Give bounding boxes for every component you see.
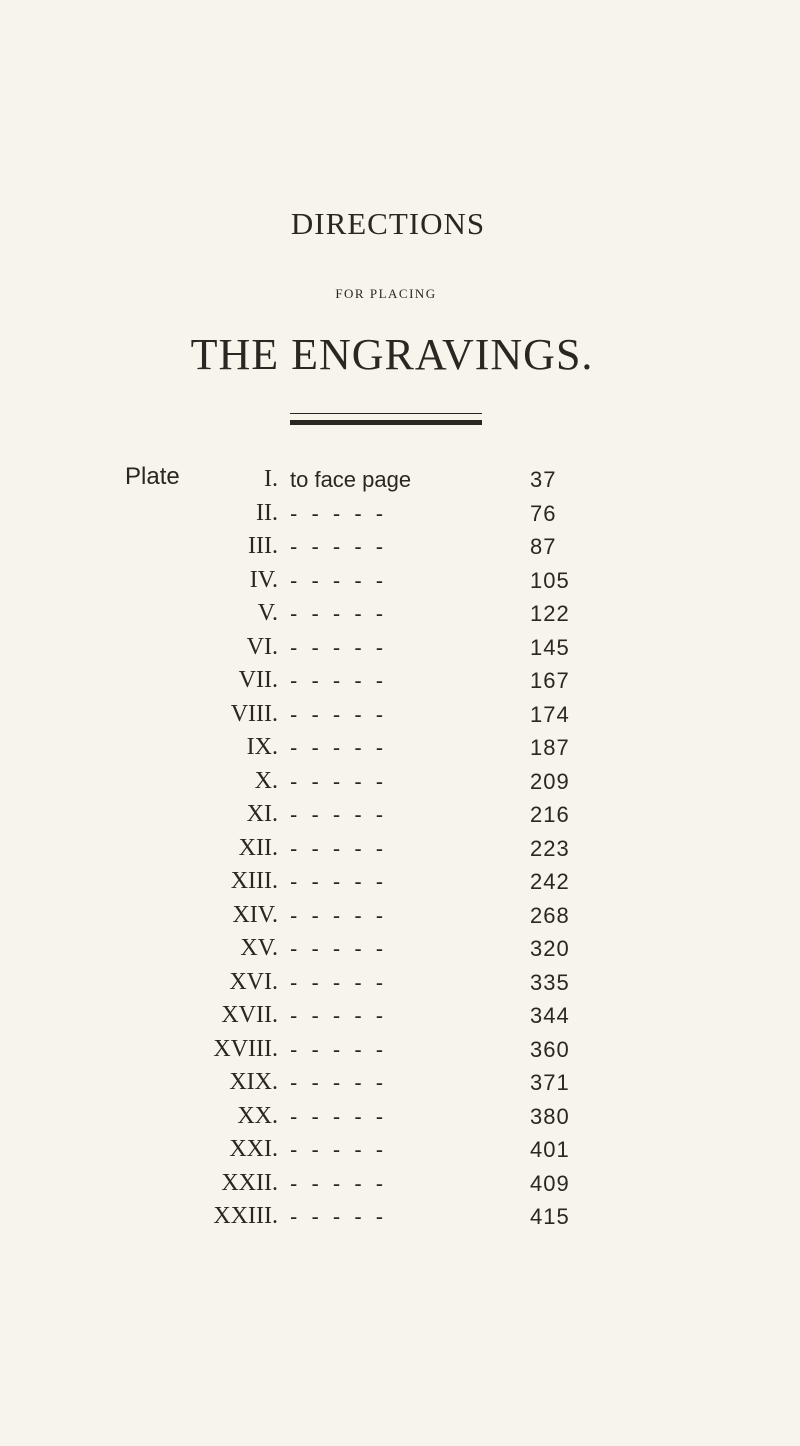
plate-numeral: XXIII. [213,1203,278,1229]
plate-numeral: VII. [238,667,278,693]
plate-numeral: XV. [240,935,278,961]
page-number: 216 [530,802,570,827]
list-item [0,731,800,765]
page-title: DIRECTIONS [290,206,486,241]
dash-leader: - - - - - [290,1204,388,1229]
page-number: 87 [530,534,557,559]
plate-numeral: IV. [249,566,278,593]
page-number: 335 [530,969,570,995]
page-heading: THE ENGRAVINGS. [190,330,594,379]
list-item [0,597,800,631]
list-item [0,832,800,866]
plate-numeral: XIV. [232,901,278,928]
dash-leader: - - - - - [290,936,388,961]
dash-leader: - - - - - [290,1003,388,1028]
page-number: 371 [530,1070,570,1095]
engravings-list [0,463,800,1234]
page-subtitle: FOR PLACING [335,286,437,301]
page-number: 167 [530,668,570,693]
page-number: 242 [530,869,570,894]
list-item [0,664,800,698]
list-item [0,966,800,1000]
list-item [0,1066,800,1100]
dash-leader: - - - - - [290,601,388,626]
decorative-rule [290,420,482,425]
page-number: 223 [530,835,570,861]
list-item [0,865,800,899]
list-item [0,765,800,799]
list-item [0,798,800,832]
page-number: 268 [530,902,570,928]
plate-label: Plate [125,463,180,490]
list-item [0,999,800,1033]
list-item [0,631,800,665]
list-item [0,899,800,933]
page-number: 145 [530,634,570,660]
list-item [0,932,800,966]
page-number: 105 [530,567,570,593]
page-number: 380 [530,1103,570,1129]
plate-numeral: IX. [246,734,278,760]
plate-numeral: III. [248,533,278,559]
dash-leader: - - - - - [290,768,388,794]
to-face-page-text: to face page [290,467,412,492]
dash-leader: - - - - - [290,835,388,861]
plate-numeral: XVIII. [213,1035,278,1062]
dash-leader: - - - - - [290,1070,388,1095]
list-item [0,1200,800,1234]
page-number: 187 [530,735,570,760]
page-number: 360 [530,1036,570,1062]
plate-numeral: X. [254,767,278,794]
list-item [0,1133,800,1167]
dash-leader: - - - - - [290,1137,388,1162]
page-number: 344 [530,1003,570,1028]
dash-leader: - - - - - [290,701,388,727]
dash-leader: - - - - - [290,534,388,559]
list-item [0,564,800,598]
page-number: 76 [530,500,557,526]
plate-numeral: XIII. [230,868,278,894]
dash-leader: - - - - - [290,500,388,526]
dash-leader: - - - - - [290,1103,388,1129]
list-item [0,463,800,497]
plate-numeral: XIX. [229,1069,278,1095]
plate-numeral: VIII. [230,700,278,727]
plate-numeral: XII. [238,834,278,861]
plate-numeral: XVII. [221,1002,278,1028]
dash-leader: - - - - - [290,1170,388,1196]
dash-leader: - - - - - [290,902,388,928]
dash-leader: - - - - - [290,969,388,995]
dash-leader: - - - - - [290,869,388,894]
plate-numeral: II. [256,499,278,526]
page-number: 174 [530,701,570,727]
dash-leader: - - - - - [290,802,388,827]
list-item [0,497,800,531]
plate-numeral: V. [257,600,278,626]
list-item [0,530,800,564]
list-item [0,698,800,732]
dash-leader: - - - - - [290,668,388,693]
page-number: 37 [530,467,557,492]
plate-numeral: XVI. [229,968,278,995]
page-number: 209 [530,768,570,794]
plate-numeral: I. [264,466,278,492]
plate-numeral: XI. [246,801,278,827]
plate-numeral: XXII. [221,1169,278,1196]
dash-leader: - - - - - [290,1036,388,1062]
page-number: 320 [530,936,570,961]
page-number: 409 [530,1170,570,1196]
plate-numeral: XXI. [229,1136,278,1162]
page-number: 122 [530,601,570,626]
dash-leader: - - - - - [290,634,388,660]
plate-numeral: XX. [237,1102,278,1129]
page-number: 401 [530,1137,570,1162]
list-item [0,1167,800,1201]
list-item [0,1033,800,1067]
list-item [0,1100,800,1134]
page-number: 415 [530,1204,570,1229]
plate-numeral: VI. [246,633,278,660]
dash-leader: - - - - - [290,735,388,760]
dash-leader: - - - - - [290,567,388,593]
